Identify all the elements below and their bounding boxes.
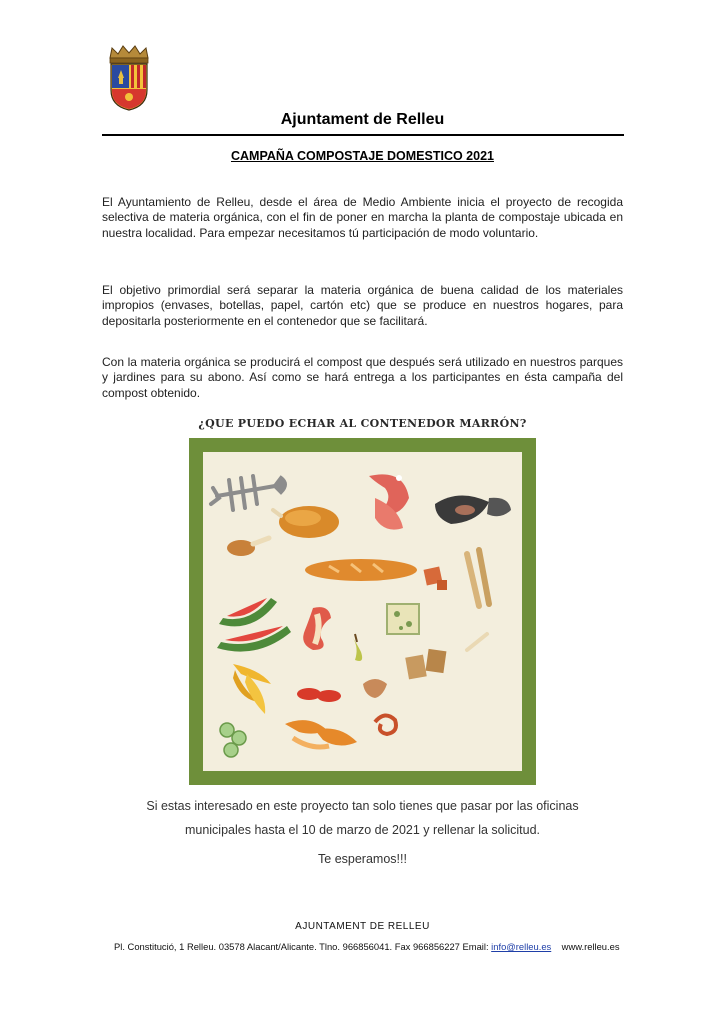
organic-waste-illustration [189, 438, 536, 785]
bread-icon [305, 559, 417, 581]
footer-organization: AJUNTAMENT DE RELLEU [295, 921, 430, 932]
closing-line-1: Si estas interesado en este proyecto tan solo tienes que pasar por las oficinas [146, 799, 579, 813]
organization-title: Ajuntament de Relleu [280, 111, 445, 128]
intro-paragraph: El Ayuntamiento de Relleu, desde el área de Medio Ambiente inicia el proyecto de recogida selectiva de materia orgánica, con el fin de poner en marcha la planta de compostaje ubicada en nuestra localidad. Para empezar necesitamos tú participación de modo voluntario. [102, 195, 623, 240]
footer-website[interactable]: www.relleu.es [561, 941, 620, 952]
illustration-title: ¿QUE PUEDO ECHAR AL CONTENEDOR MARRÓN? [198, 417, 527, 430]
closing-line-3: Te esperamos!!! [318, 852, 407, 866]
moldy-cheese-icon [387, 604, 419, 634]
footer-email-label: Email: [462, 941, 489, 952]
header-divider [102, 134, 624, 136]
objective-paragraph: El objetivo primordial será separar la materia orgánica de buena calidad de los materiales impropios (envases, botellas, papel, cartón etc) que se produce en nuestros hogares, para depositarla posteriormente en el contenedor que se facilitará. [102, 283, 623, 328]
compost-paragraph: Con la materia orgánica se producirá el compost que después será utilizado en nuestros parques y jardines para su abono. Así como se hará entrega a los participantes en ésta campaña del compost obtenido. [102, 355, 623, 400]
campaign-title: CAMPAÑA COMPOSTAJE DOMESTICO 2021 [230, 149, 494, 163]
closing-line-2: municipales hasta el 10 de marzo de 2021 y rellenar la solicitud. [184, 823, 541, 837]
footer-address-line [114, 941, 634, 952]
footer-address: Pl. Constitució, 1 Relleu. 03578 Alacant/Alicante. Tlno. 966856041. Fax 966856227 [114, 941, 460, 952]
municipal-crest-logo [106, 44, 152, 112]
footer-email-link[interactable]: info@relleu.es [491, 941, 552, 952]
